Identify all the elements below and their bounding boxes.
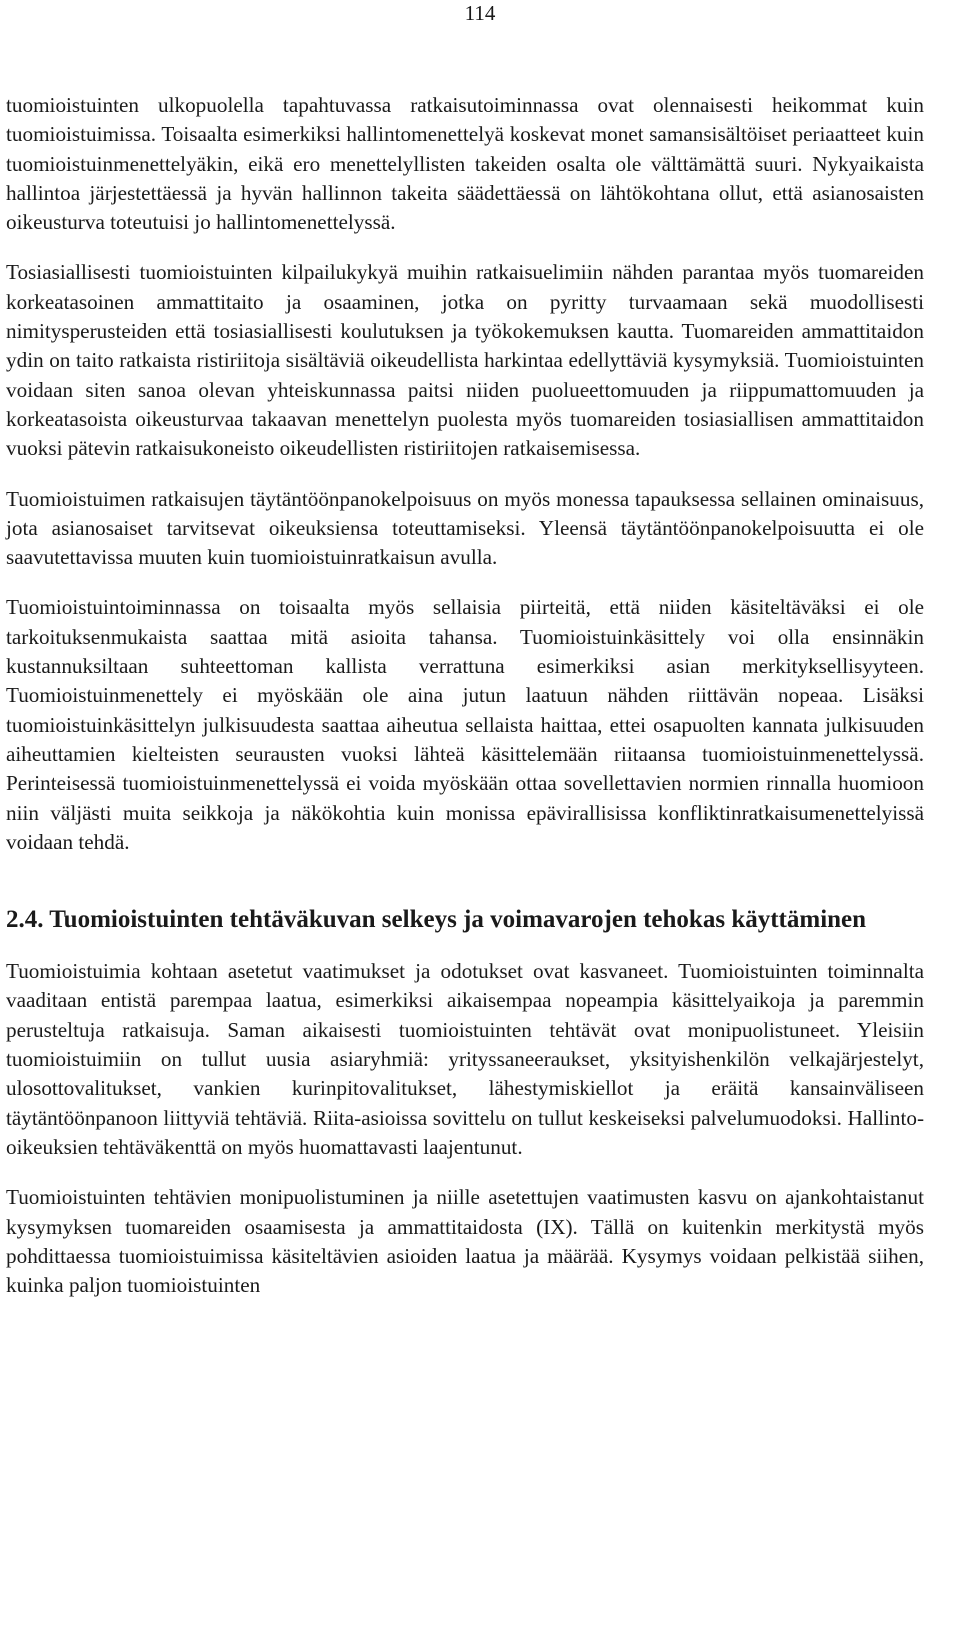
paragraph-1-part-2: Toisaalta esimerkiksi hallintomenettelyä koskevat monet samansisältöiset periaatteet kuin tuomioistuinmenettelyäkin, eikä ero menettelyllisten takeiden osalta ole välttämättä suuri. Nykyaikaista hallintoa järjestettäessä ja hyvän hallinnon takeita säädettäessä on lähtökohtana ollut, että asianosaisten oikeusturva toteutuisi jo hallintomenettelyssä. [6,122,924,235]
paragraph-2: Tosiasiallisesti tuomioistuinten kilpailukykyä muihin ratkaisuelimiin nähden parantaa myös tuomareiden korkeatasoinen ammattitaito ja osaaminen, jotka on pyritty turvaamaan sekä muodollisesti nimitysperusteiden että tosiasiallisesti koulutuksen ja työkokemuksen kautta. Tuomareiden ammattitaidon ydin on taito ratkaista ristiriitoja sisältäviä oikeudellista harkintaa edellyttäviä kysymyksiä. Tuomioistuinten voidaan siten sanoa olevan yhteiskunnassa paitsi niiden puolueettomuuden ja riippumattomuuden ja korkeatasoista oikeusturvaa takaavan menettelyn puolesta myös tuomareiden tosiasiallisen ammattitaidon vuoksi pätevin ratkaisukoneisto oikeudellisten ristiriitojen ratkaisemisessa. [6,260,924,461]
paragraph-1-part-1: tuomioistuinten ulkopuolella tapahtuvassa ratkaisutoiminnassa ovat olennaisesti heikommat kuin tuomioistuimissa. [6,93,924,147]
page-number: 114 [464,1,496,25]
paragraph-3: Tuomioistuimen ratkaisujen täytäntöönpanokelpoisuus on myös monessa tapauksessa sellainen ominaisuus, jota asianosaiset tarvitsevat oikeuksiensa toteuttamiseksi. Yleensä täytäntöönpanokelpoisuutta ei ole saavutettavissa muuten kuin tuomioistuinratkaisun avulla. [6,486,924,570]
section-paragraph-2: Tuomioistuinten tehtävien monipuolistuminen ja niille asetettujen vaatimusten kasvu on ajankohtaistanut kysymyksen tuomareiden osaamisesta ja ammattitaidosta (IX). Tällä on kuitenkin merkitystä myös pohdittaessa tuomioistuimissa käsiteltävien asioiden laatua ja määrää. Kysymys voidaan pelkistää siihen, kuinka paljon tuomioistuinten [6,1185,924,1298]
paragraph-1 [6,91,924,237]
page-body [6,91,924,1321]
section-heading: 2.4. Tuomioistuinten tehtäväkuvan selkeys ja voimavarojen tehokas käyttäminen [6,906,867,934]
paragraph-4: Tuomioistuintoiminnassa on toisaalta myös sellaisia piirteitä, että niiden käsiteltäväksi ei ole tarkoituksenmukaista saattaa mitä asioita tahansa. Tuomioistuinkäsittely voi olla ensinnäkin kustannuksiltaan suhteettoman kallista verrattuna esimerkiksi asian merkityksellisyyteen. Tuomioistuinmenettely ei myöskään ole aina jutun laatuun nähden riittävän nopeaa. Lisäksi tuomioistuinkäsittelyn julkisuudesta saattaa aiheutua sellaista haittaa, ettei osapuolten kannata julkisuuden aiheuttamien kielteisten seurausten vuoksi lähteä käsittelemään riitaansa tuomioistuinmenettelyssä. Perinteisessä tuomioistuinmenettelyssä ei voida myöskään ottaa sovellettavien normien rinnalla huomioon niin väljästi muita seikkoja ja näkökohtia kuin monissa epävirallisissa konfliktinratkaisumenettelyissä voidaan tehdä. [6,595,924,854]
section-paragraph-1: Tuomioistuimia kohtaan asetetut vaatimukset ja odotukset ovat kasvaneet. Tuomioistuinten toiminnalta vaaditaan entistä parempaa laatua, esimerkiksi aikaisempaa nopeampia käsittelyaikoja ja paremmin perusteltuja ratkaisuja. Saman aikaisesti tuomioistuinten tehtävät ovat monipuolistuneet. Yleisiin tuomioistuimiin on tullut uusia asiaryhmiä: yrityssaneeraukset, yksityishenkilön velkajärjestelyt, ulosottovalitukset, vankien kurinpitovalitukset, lähestymiskiellot ja eräitä kansainväliseen täytäntöönpanoon liittyviä tehtäviä. Riita-asioissa sovittelu on tullut keskeiseksi palvelumuodoksi. Hallinto-oikeuksien tehtäväkenttä on myös huomattavasti laajentunut. [6,959,924,1159]
